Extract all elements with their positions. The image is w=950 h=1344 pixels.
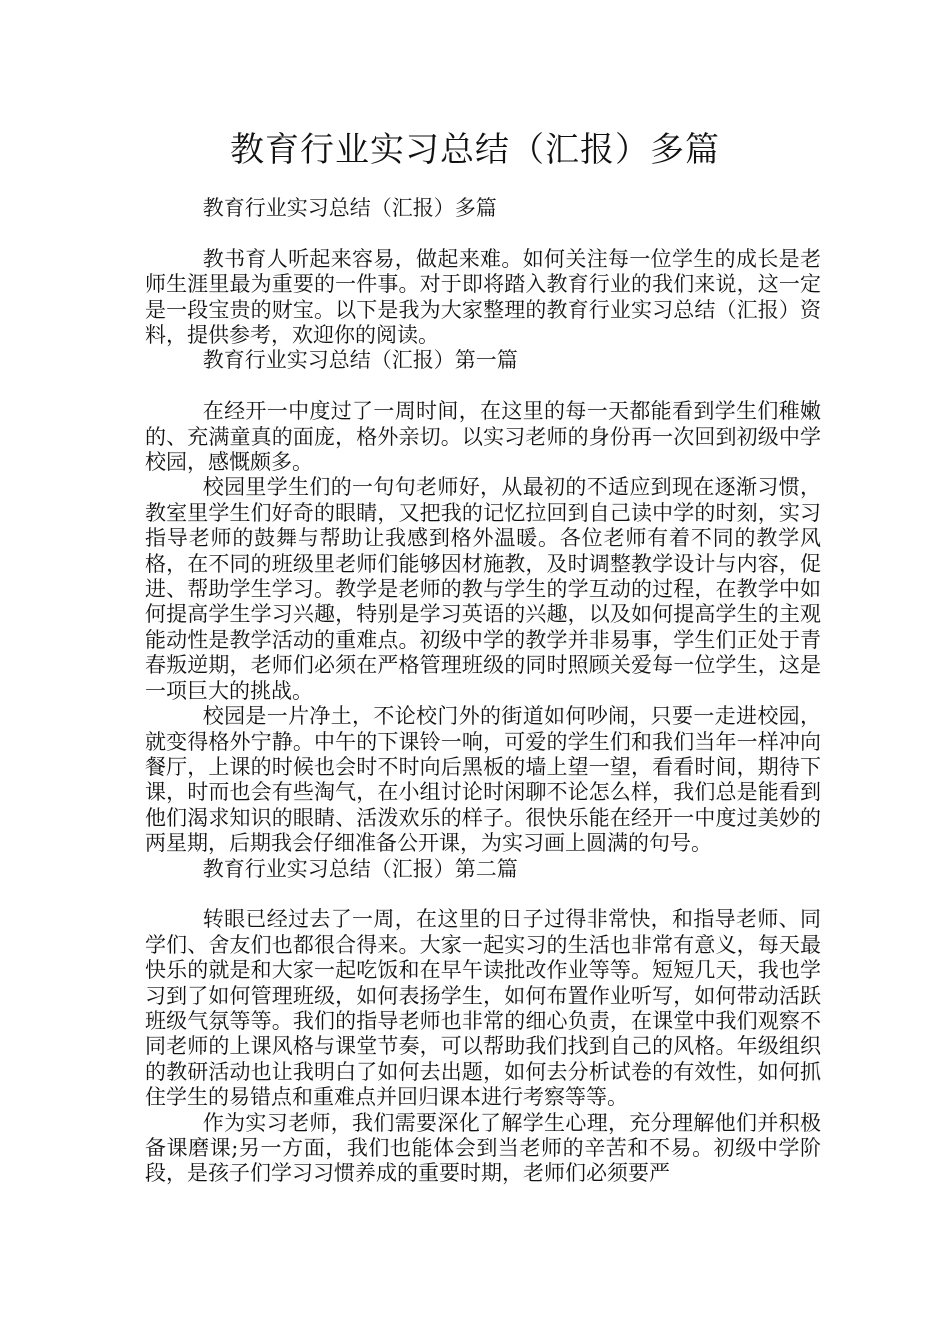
document-subtitle: 教育行业实习总结（汇报）多篇 [202, 196, 497, 220]
section-2-heading: 教育行业实习总结（汇报）第二篇 [202, 856, 518, 881]
section-2-paragraph-2: 作为实习老师，我们需要深化了解学生心理，充分理解他们并积极备课磨课;另一方面，我们也能体会到当老师的辛苦和不易。初级中学阶段，是孩子们学习习惯养成的重要时期，老师们必须要严 [145, 1110, 821, 1186]
section-2-paragraph-1: 转眼已经过去了一周，在这里的日子过得非常快，和指导老师、同学们、舍友们也都很合得来。大家一起实习的生活也非常有意义，每天最快乐的就是和大家一起吃饭和在早午读批改作业等等。短短几天，我也学习到了如何管理班级，如何表扬学生，如何布置作业听写，如何带动活跃班级气氛等等。我们的指导老师也非常的细心负责，在课堂中我们观察不同老师的上课风格与课堂节奏，可以帮助我们找到自己的风格。年级组织的教研活动也让我明白了如何去出题，如何去分析试卷的有效性，如何抓住学生的易错点和重难点并回归课本进行考察等等。 [145, 907, 821, 1110]
document-title: 教育行业实习总结（汇报）多篇 [230, 130, 720, 170]
section-1-paragraph-2: 校园里学生们的一句句老师好，从最初的不适应到现在逐渐习惯，教室里学生们好奇的眼睛，又把我的记忆拉回到自己读中学的时刻，实习指导老师的鼓舞与帮助让我感到格外温暖。各位老师有着不同的教学风格，在不同的班级里老师们能够因材施教，及时调整教学设计与内容，促进、帮助学生学习。教学是老师的教与学生的学互动的过程，在教学中如何提高学生学习兴趣，特别是学习英语的兴趣，以及如何提高学生的主观能动性是教学活动的重难点。初级中学的教学并非易事，学生们正处于青春叛逆期，老师们必须在严格管理班级的同时照顾关爱每一位学生，这是一项巨大的挑战。 [145, 475, 821, 703]
section-1-heading: 教育行业实习总结（汇报）第一篇 [202, 348, 518, 373]
intro-paragraph: 教书育人听起来容易，做起来难。如何关注每一位学生的成长是老师生涯里最为重要的一件事。对于即将踏入教育行业的我们来说，这一定是一段宝贵的财宝。以下是我为大家整理的教育行业实习总结（汇报）资料，提供参考，欢迎你的阅读。 [145, 246, 821, 348]
document-body [145, 196, 821, 1187]
section-1-paragraph-3: 校园是一片净土，不论校门外的街道如何吵闹，只要一走进校园，就变得格外宁静。中午的下课铃一响，可爱的学生们和我们当年一样冲向餐厅，上课的时候也会时不时向后黑板的墙上望一望，看看时间，期待下课，时而也会有些淘气，在小组讨论时闲聊不论怎么样，我们总是能看到他们渴求知识的眼睛、活泼欢乐的样子。很快乐能在经开一中度过美妙的两星期，后期我会仔细准备公开课，为实习画上圆满的句号。 [145, 704, 821, 856]
section-1-paragraph-1: 在经开一中度过了一周时间，在这里的每一天都能看到学生们稚嫩的、充满童真的面庞，格外亲切。以实习老师的身份再一次回到初级中学校园，感慨颇多。 [145, 399, 821, 475]
